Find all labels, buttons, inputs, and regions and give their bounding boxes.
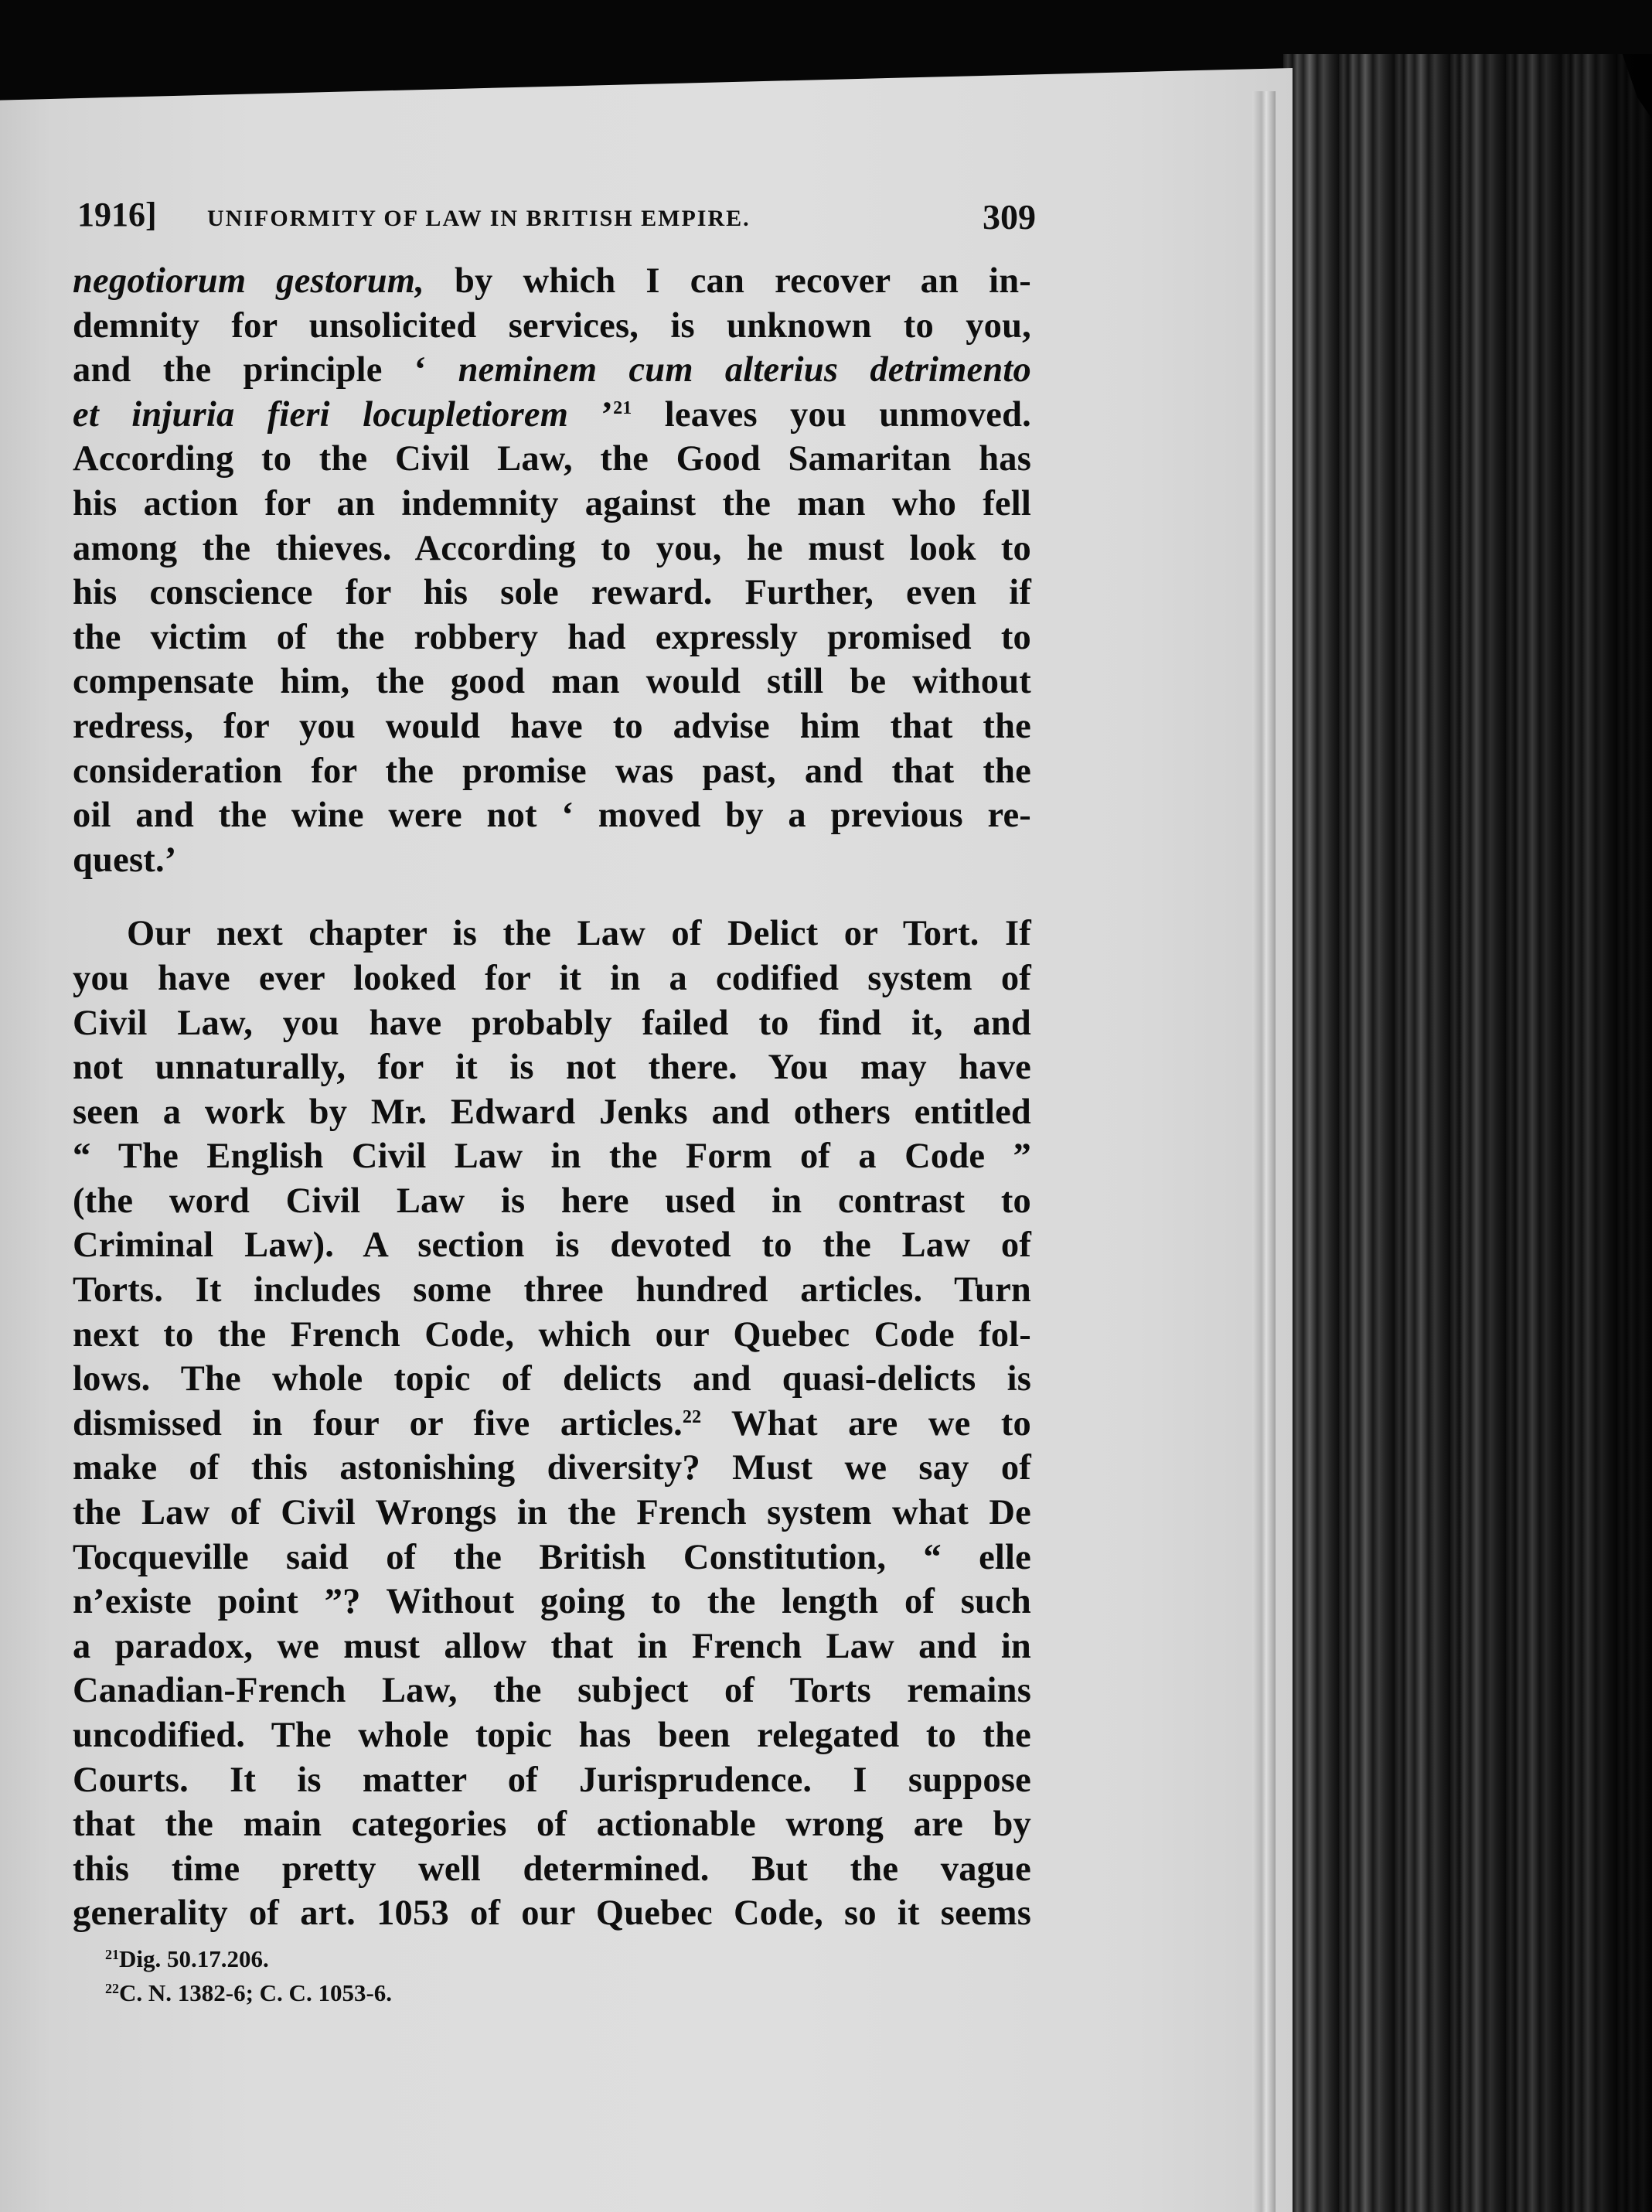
page-gutter-edge	[1252, 91, 1276, 2212]
paragraph-1	[73, 259, 1031, 882]
text-line: n’existe point ”? Without going to the length of such	[73, 1582, 1031, 1622]
text-run: ’	[568, 394, 614, 435]
text-line: the victim of the robbery had expressly promised to	[73, 617, 1031, 657]
text-line: Criminal Law). A section is devoted to the Law of	[73, 1225, 1031, 1266]
text-line: demnity for unsolicited services, is unknown to you,	[73, 305, 1031, 346]
footnote-marker: 22	[682, 1406, 702, 1427]
text-line: Courts. It is matter of Jurisprudence. I suppose	[73, 1760, 1031, 1800]
paragraph-2	[73, 912, 1031, 1936]
running-head	[77, 195, 1036, 249]
footnote-marker: 21	[613, 397, 632, 418]
text-line: quest.’	[73, 840, 177, 880]
text-line: this time pretty well determined. But the vague	[73, 1849, 1031, 1889]
text-line: his conscience for his sole reward. Further, even if	[73, 573, 1031, 613]
footnote	[105, 1976, 801, 2010]
text-run: What are we to	[701, 1403, 1031, 1443]
running-head-title: UNIFORMITY OF LAW IN BRITISH EMPIRE.	[207, 206, 751, 231]
text-line: According to the Civil Law, the Good Samaritan has	[73, 439, 1031, 479]
text-run: and the principle ‘	[73, 350, 458, 390]
text-line: uncodified. The whole topic has been relegated to the	[73, 1716, 1031, 1755]
italic-text: neminem cum alterius detrimento	[458, 350, 1031, 390]
text-line: compensate him, the good man would still be without	[73, 662, 1031, 702]
text-line: not unnaturally, for it is not there. You may have	[73, 1048, 1031, 1088]
text-line: redress, for you would have to advise him that the	[73, 706, 1031, 746]
text-line	[73, 1402, 1031, 1447]
page-number: 309	[983, 197, 1036, 237]
text-line: make of this astonishing diversity? Must we say of	[73, 1448, 1031, 1488]
text-run: by which I can recover an in-	[424, 261, 1031, 301]
footnote-number: 22	[105, 1981, 119, 1996]
running-head-year: 1916]	[77, 196, 157, 233]
text-line: Canadian-French Law, the subject of Torts remains	[73, 1671, 1031, 1711]
text-line	[73, 259, 1031, 304]
text-run: dismissed in four or five articles.	[73, 1403, 683, 1443]
text-line: that the main categories of actionable wrong are by	[73, 1805, 1031, 1845]
text-line: lows. The whole topic of delicts and quasi-delicts is	[73, 1359, 1031, 1399]
text-line: the Law of Civil Wrongs in the French system what De	[73, 1493, 1031, 1533]
text-line: “ The English Civil Law in the Form of a Code ”	[73, 1137, 1031, 1177]
text-line: Torts. It includes some three hundred articles. Turn	[73, 1270, 1031, 1310]
italic-text: et injuria fieri locupletiorem	[73, 394, 569, 435]
text-line: his action for an indemnity against the man who fell	[73, 483, 1031, 523]
footnotes	[105, 1942, 801, 2010]
text-line: Tocqueville said of the British Constitution, “ elle	[73, 1537, 1031, 1577]
text-line: you have ever looked for it in a codified system of	[73, 958, 1031, 998]
text-line: Our next chapter is the Law of Delict or Tort. If	[127, 914, 1031, 954]
text-line: (the word Civil Law is here used in contrast to	[73, 1181, 1031, 1221]
text-line	[73, 348, 1031, 393]
text-line: Civil Law, you have probably failed to find it, and	[73, 1003, 1031, 1043]
text-run: leaves you unmoved.	[632, 394, 1031, 435]
italic-text: negotiorum gestorum,	[73, 261, 424, 301]
book-edge-shadow	[1283, 54, 1652, 2212]
footnote-text: Dig. 50.17.206.	[119, 1945, 269, 1972]
text-line: a paradox, we must allow that in French Law and in	[73, 1626, 1031, 1666]
text-line: among the thieves. According to you, he must look to	[73, 528, 1031, 568]
footnote-number: 21	[105, 1947, 119, 1962]
paragraph-gap	[73, 882, 1031, 912]
text-line: consideration for the promise was past, and that the	[73, 751, 1031, 791]
text-line: seen a work by Mr. Edward Jenks and others entitled	[73, 1092, 1031, 1132]
text-line: generality of art. 1053 of our Quebec Code, so it seems	[73, 1893, 1031, 1934]
text-line: oil and the wine were not ‘ moved by a previous re-	[73, 796, 1031, 836]
footnote-text: C. N. 1382-6; C. C. 1053-6.	[119, 1979, 393, 2006]
footnote	[105, 1942, 801, 1976]
body-text	[73, 259, 1031, 1936]
text-line	[73, 393, 1031, 438]
text-line: next to the French Code, which our Quebec Code fol-	[73, 1314, 1031, 1355]
